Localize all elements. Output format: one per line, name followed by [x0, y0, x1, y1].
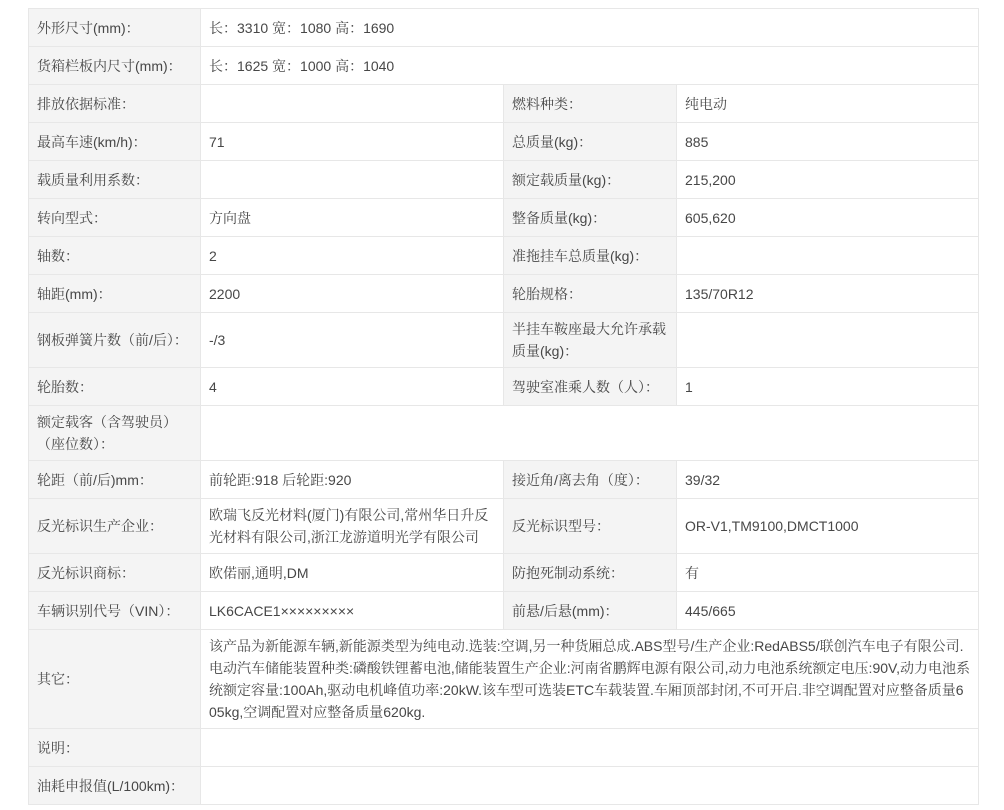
spec-label-cell: 驾驶室准乘人数（人）：: [504, 368, 677, 406]
spec-value-cell: 885: [677, 123, 979, 161]
spec-value-cell: 605,620: [677, 199, 979, 237]
spec-value-cell: 1: [677, 368, 979, 406]
spec-label-cell: 准拖挂车总质量(kg)：: [504, 237, 677, 275]
table-row: [29, 275, 979, 313]
spec-label-cell: 反光标识型号：: [504, 499, 677, 554]
spec-value-cell: [201, 767, 979, 805]
spec-value-cell: 215,200: [677, 161, 979, 199]
spec-label-cell: 最高车速(km/h)：: [29, 123, 201, 161]
spec-value-cell: [201, 161, 504, 199]
spec-label-cell: 轮胎规格：: [504, 275, 677, 313]
spec-value-cell: 71: [201, 123, 504, 161]
table-row: [29, 123, 979, 161]
table-row: [29, 767, 979, 805]
spec-value-cell: 长：1625 宽：1000 高：1040: [201, 47, 979, 85]
table-row: [29, 406, 979, 461]
spec-label-cell: 反光标识生产企业：: [29, 499, 201, 554]
spec-label-cell: 货箱栏板内尺寸(mm)：: [29, 47, 201, 85]
spec-label-cell: 额定载质量(kg)：: [504, 161, 677, 199]
spec-label-cell: 轴距(mm)：: [29, 275, 201, 313]
table-row: [29, 461, 979, 499]
spec-value-cell: 2200: [201, 275, 504, 313]
spec-label-cell: 轴数：: [29, 237, 201, 275]
spec-label-cell: 排放依据标准：: [29, 85, 201, 123]
spec-label-cell: 外形尺寸(mm)：: [29, 9, 201, 47]
table-row: [29, 161, 979, 199]
spec-value-cell: [201, 729, 979, 767]
spec-value-cell: [201, 406, 979, 461]
spec-value-cell: 欧偌丽,通明,DM: [201, 554, 504, 592]
spec-value-cell: OR-V1,TM9100,DMCT1000: [677, 499, 979, 554]
spec-label-cell: 接近角/离去角（度）：: [504, 461, 677, 499]
spec-value-cell: [677, 237, 979, 275]
spec-label-cell: 其它：: [29, 630, 201, 729]
spec-label-cell: 总质量(kg)：: [504, 123, 677, 161]
spec-label-cell: 额定载客（含驾驶员）（座位数）：: [29, 406, 201, 461]
spec-label-cell: 轮距（前/后)mm：: [29, 461, 201, 499]
table-row: [29, 199, 979, 237]
spec-value-cell: 135/70R12: [677, 275, 979, 313]
table-row: [29, 237, 979, 275]
spec-table-body: [29, 9, 979, 805]
spec-value-cell: 纯电动: [677, 85, 979, 123]
spec-label-cell: 反光标识商标：: [29, 554, 201, 592]
spec-value-cell: [201, 85, 504, 123]
table-row: [29, 729, 979, 767]
spec-label-cell: 载质量利用系数：: [29, 161, 201, 199]
spec-value-cell: 前轮距:918 后轮距:920: [201, 461, 504, 499]
table-row: [29, 554, 979, 592]
spec-label-cell: 整备质量(kg)：: [504, 199, 677, 237]
spec-value-cell: 有: [677, 554, 979, 592]
table-row: [29, 368, 979, 406]
table-row: [29, 9, 979, 47]
spec-value-cell: 该产品为新能源车辆,新能源类型为纯电动.选装:空调,另一种货厢总成.ABS型号/生产企业:RedABS5/联创汽车电子有限公司.电动汽车储能装置种类:磷酸铁锂蓄电池,储能装置生产企业:河南省鹏辉电源有限公司,动力电池系统额定电压:90V,动力电池系统额定容量:100Ah,驱动电机峰值功率:20kW.该车型可选装ETC车载装置.车厢顶部封闭,不可开启.非空调配置对应整备质量605kg,空调配置对应整备质量620kg.: [201, 630, 979, 729]
spec-value-cell: LK6CACE1×××××××××: [201, 592, 504, 630]
spec-value-cell: 长：3310 宽：1080 高：1690: [201, 9, 979, 47]
spec-label-cell: 防抱死制动系统：: [504, 554, 677, 592]
spec-label-cell: 转向型式：: [29, 199, 201, 237]
spec-value-cell: 2: [201, 237, 504, 275]
vehicle-spec-table: [28, 8, 979, 805]
table-row: [29, 630, 979, 729]
table-row: [29, 313, 979, 368]
table-row: [29, 47, 979, 85]
table-row: [29, 499, 979, 554]
spec-value-cell: 欧瑞飞反光材料(厦门)有限公司,常州华日升反光材料有限公司,浙江龙游道明光学有限公司: [201, 499, 504, 554]
spec-label-cell: 轮胎数：: [29, 368, 201, 406]
spec-value-cell: 方向盘: [201, 199, 504, 237]
spec-label-cell: 钢板弹簧片数（前/后）：: [29, 313, 201, 368]
spec-label-cell: 车辆识别代号（VIN）：: [29, 592, 201, 630]
spec-label-cell: 半挂车鞍座最大允许承载质量(kg)：: [504, 313, 677, 368]
spec-label-cell: 说明：: [29, 729, 201, 767]
table-row: [29, 85, 979, 123]
spec-value-cell: 445/665: [677, 592, 979, 630]
spec-value-cell: 39/32: [677, 461, 979, 499]
spec-label-cell: 前悬/后悬(mm)：: [504, 592, 677, 630]
spec-value-cell: -/3: [201, 313, 504, 368]
spec-value-cell: [677, 313, 979, 368]
spec-value-cell: 4: [201, 368, 504, 406]
spec-label-cell: 油耗申报值(L/100km)：: [29, 767, 201, 805]
table-row: [29, 592, 979, 630]
spec-label-cell: 燃料种类：: [504, 85, 677, 123]
